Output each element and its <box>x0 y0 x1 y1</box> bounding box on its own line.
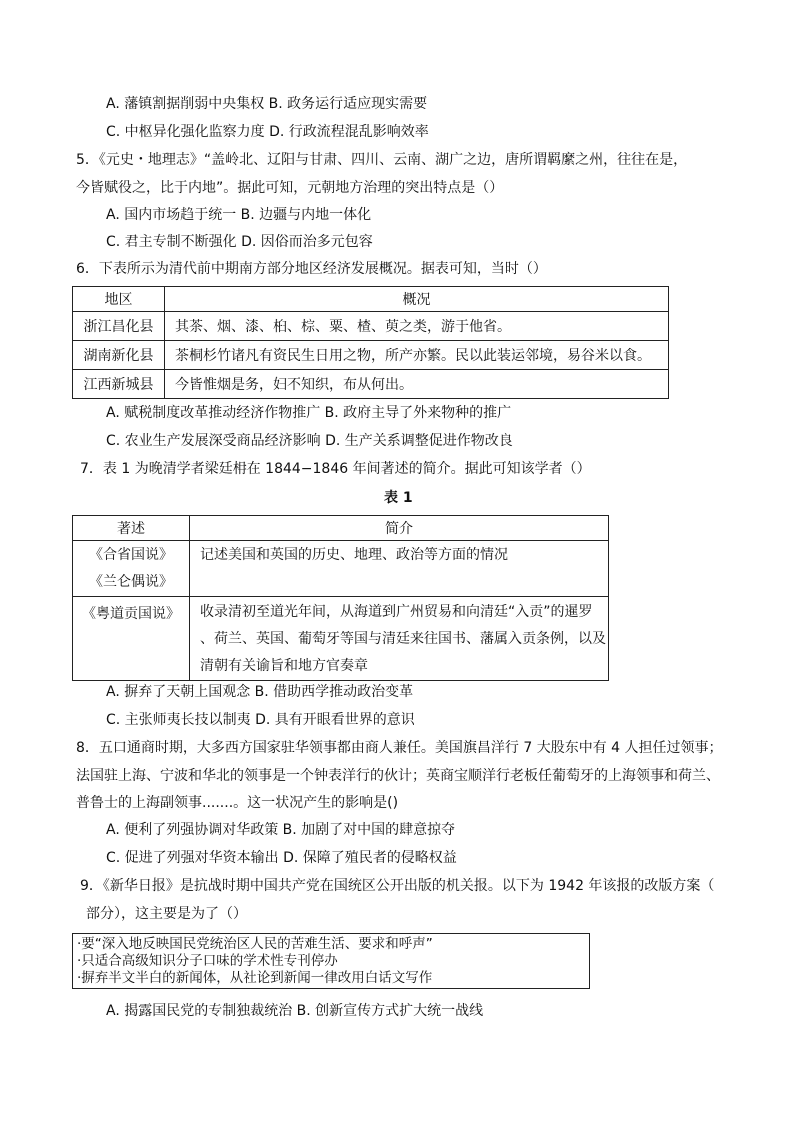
q6-option-ab: A. 赋税制度改革推动经济作物推广 B. 政府主导了外来物种的推广 <box>106 405 512 421</box>
q5-stem-line2: 今皆赋役之，比于内地”。据此可知，元朝地方治理的突出特点是（） <box>76 180 504 196</box>
q7-row2-intro-line3: 清朝有关谕旨和地方官奏章 <box>200 658 368 674</box>
q7-work-lanlun: 《兰仑偶说》 <box>89 573 173 590</box>
q6-row3-region: 江西新城县 <box>73 370 165 399</box>
q8-option-cd: C. 促进了列强对华资本输出 D. 保障了殖民者的侵略权益 <box>106 850 457 866</box>
q6-header-overview: 概况 <box>165 287 669 312</box>
q8-stem-line3: 普鲁士的上海副领事.......。这一状况产生的影响是() <box>76 795 399 811</box>
q5-option-ab: A. 国内市场趋于统一 B. 边疆与内地一体化 <box>106 207 372 223</box>
q6-row1-overview: 其茶、烟、漆、桕、棕、粟、楂、萸之类，游于他省。 <box>165 312 669 341</box>
q7-table-caption: 表 1 <box>384 490 413 506</box>
q4-option-cd: C. 中枢异化强化监察力度 D. 行政流程混乱影响效率 <box>106 124 429 140</box>
q8-option-ab: A. 便利了列强协调对华政策 B. 加剧了对中国的肆意掠夺 <box>106 822 456 838</box>
q4-option-ab: A. 藩镇割据削弱中央集权 B. 政务运行适应现实需要 <box>106 96 428 112</box>
q7-row2-intro-line2: 、荷兰、英国、葡萄牙等国与清廷来往国书、藩属入贡条例，以及 <box>200 631 606 647</box>
q7-header-intro: 简介 <box>190 516 609 541</box>
q9-stem-line2: 部分），这主要是为了（） <box>86 906 247 922</box>
q7-work-yuedao: 《粤道贡国说》 <box>73 597 190 681</box>
q7-option-ab: A. 摒弃了天朝上国观念 B. 借助西学推动政治变革 <box>106 684 414 700</box>
q9-stem-line1: 9．《新华日报》是抗战时期中国共产党在国统区公开出版的机关报。以下为 1942 年该报的改版方案（ <box>80 878 715 894</box>
q8-stem-line2: 法国驻上海、宁波和华北的领事是一个钟表洋行的伙计；英商宝顺洋行老板任葡萄牙的上海领事和荷兰、 <box>76 768 720 784</box>
q6-stem: 6．下表所示为清代前中期南方部分地区经济发展概况。据表可知，当时（） <box>76 261 547 277</box>
q9-box-item2: ·只适合高级知识分子口味的学术性专刊停办 <box>77 953 338 969</box>
q9-box-item3: ·摒弃半文半白的新闻体，从社论到新闻一律改用白话文写作 <box>77 970 433 986</box>
q6-option-cd: C. 农业生产发展深受商品经济影响 D. 生产关系调整促进作物改良 <box>106 433 513 449</box>
q6-row2-region: 湖南新化县 <box>73 341 165 370</box>
q8-stem-line1: 8．五口通商时期，大多西方国家驻华领事都由商人兼任。美国旗昌洋行 7 大股东中有 4 人担任过领事； <box>76 740 723 756</box>
q6-row1-region: 浙江昌化县 <box>73 312 165 341</box>
q7-row2-intro-line1: 收录清初至道光年间，从海道到广州贸易和向清廷“入贡”的暹罗 <box>200 604 593 620</box>
q9-reform-box <box>72 933 590 989</box>
q7-header-works: 著述 <box>73 516 190 541</box>
q7-table <box>72 515 609 681</box>
q7-option-cd: C. 主张师夷长技以制夷 D. 具有开眼看世界的意识 <box>106 712 415 728</box>
q9-box-item1: ·要“深入地反映国民党统治区人民的苦难生活、要求和呼声” <box>77 936 433 952</box>
q7-work-hesheng: 《合省国说》 <box>89 546 173 563</box>
q6-header-region: 地区 <box>73 287 165 312</box>
q5-option-cd: C. 君主专制不断强化 D. 因俗而治多元包容 <box>106 234 373 250</box>
q6-row3-overview: 今皆惟烟是务，妇不知织，布从何出。 <box>165 370 669 399</box>
q6-row2-overview: 茶桐杉竹诸凡有资民生日用之物，所产亦繁。民以此装运邻境，易谷米以食。 <box>165 341 669 370</box>
q5-stem-line1: 5．《元史・地理志》“盖岭北、辽阳与甘肃、四川、云南、湖广之边，唐所谓羁縻之州，往往在是， <box>76 152 688 168</box>
q7-row1-intro: 记述美国和英国的历史、地理、政治等方面的情况 <box>190 541 609 597</box>
q7-stem: 7．表 1 为晚清学者梁廷枏在 1844−1846 年间著述的简介。据此可知该学者（） <box>80 461 591 477</box>
q9-option-ab: A. 揭露国民党的专制独裁统治 B. 创新宣传方式扩大统一战线 <box>106 1003 484 1019</box>
q6-table <box>72 286 669 399</box>
